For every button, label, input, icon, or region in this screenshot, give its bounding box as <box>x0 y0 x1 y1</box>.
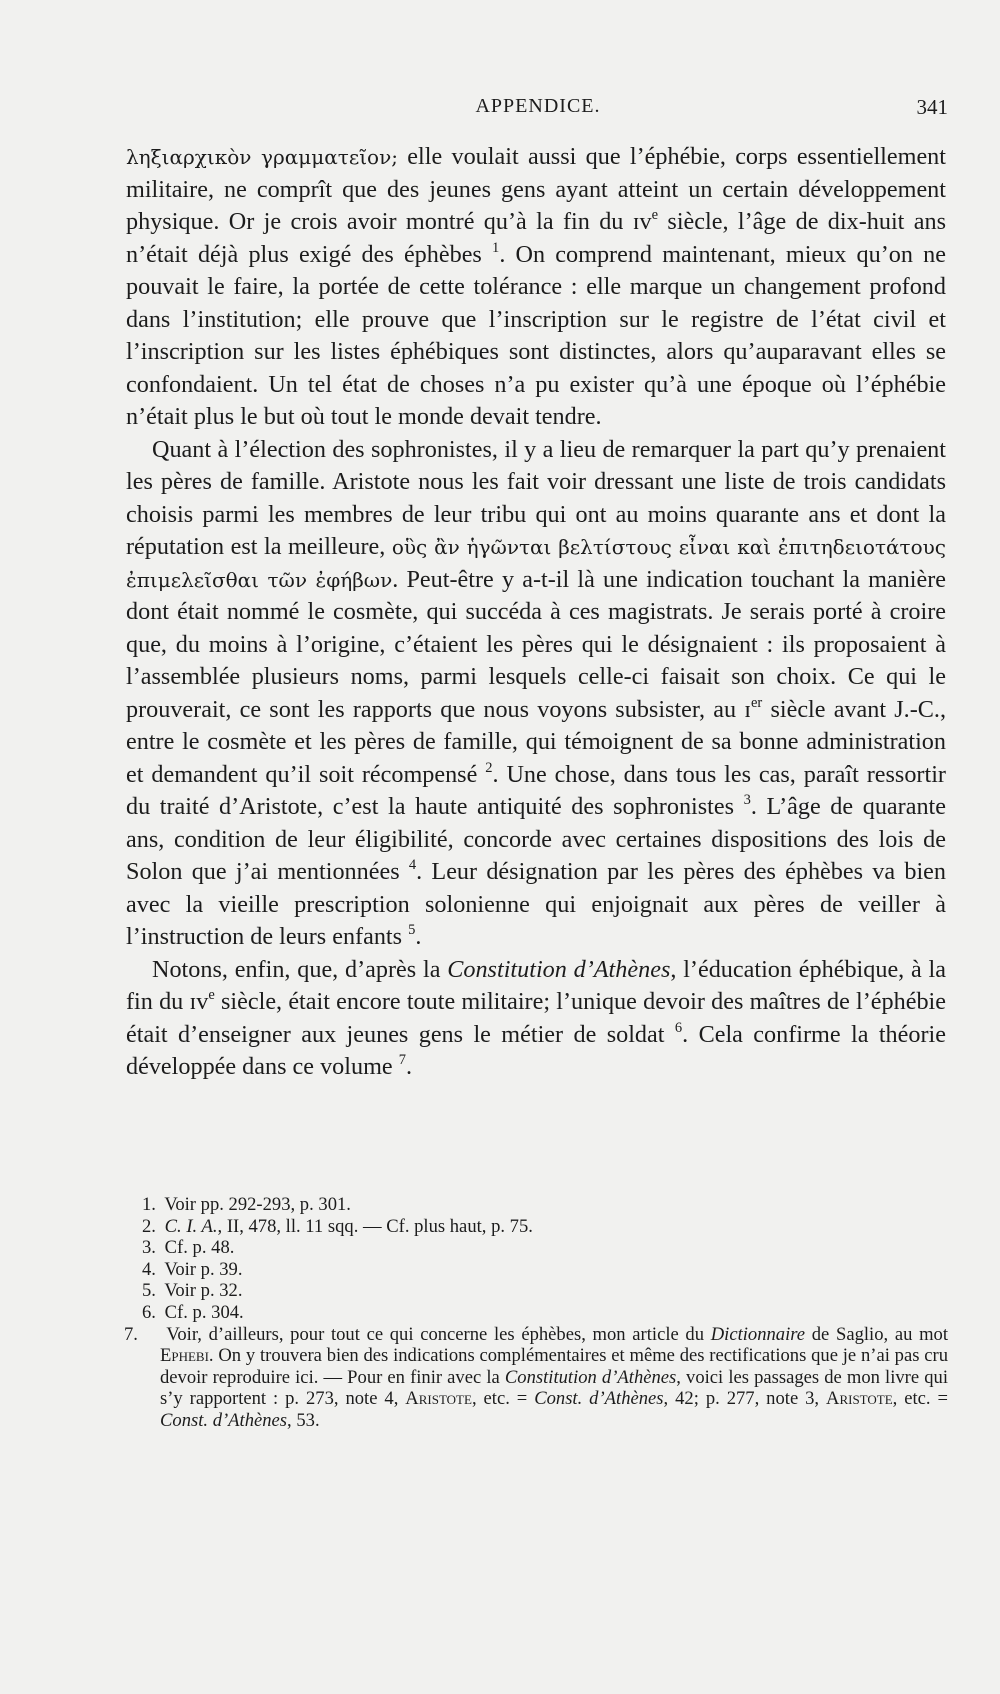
footnote <box>142 1216 948 1238</box>
main-text <box>126 141 946 1084</box>
footnote-number: 5. <box>142 1280 156 1302</box>
footnote-number: 6. <box>142 1301 156 1323</box>
footnote-text: , voici les passages de mon livre qui s’y rapportent : p. 273, note 4, <box>160 1366 948 1410</box>
superscript: er <box>750 694 763 711</box>
footnote <box>124 1323 949 1432</box>
footnote-ref: 4 <box>408 856 417 873</box>
roman-numeral: ɪ <box>744 695 751 723</box>
footnote-text: Voir pp. 292-293, p. 301. <box>164 1194 351 1215</box>
footnote-text: Voir p. 32. <box>164 1280 243 1302</box>
footnote <box>142 1259 948 1281</box>
text-run: siècle, l’âge de dix-huit ans n’était déjà plus exigé des éphèbes <box>126 208 946 268</box>
footnote-text: Cf. p. 304. <box>164 1301 244 1323</box>
text-run: Quant à l’élection des sophronistes, il y a lieu de remarquer la part qu’y prenaient les pères de famille. Aristote nous les fait voir dressant une liste de trois candidats choisis parmi les membres de leur tribu qui ont au moins quarante ans et dont la réputation est la meilleure, <box>126 435 946 560</box>
footnote-ref: 2 <box>485 759 493 776</box>
footnote-text: , etc. = <box>471 1388 535 1410</box>
footnote <box>142 1194 948 1216</box>
footnote <box>142 1280 948 1302</box>
text-run: . Leur désignation par les pères des éphèbes va bien avec la vieille prescription solonienne qui enjoignait aux pères de veiller à l’instruction de leurs enfants <box>126 858 946 950</box>
text-run: . <box>405 1053 412 1080</box>
footnote-number: 3. <box>142 1237 156 1259</box>
text-run: . L’âge de quarante ans, condition de leur éligibilité, concorde avec certaines dispositions des lois de Solon que j’ai mentionnées <box>126 793 946 885</box>
footnote-text: . On y trouvera bien des indications complémentaires et même des rectifications que je n’ai pas cru devoir reproduire ici. — Pour en finir avec la <box>160 1345 948 1388</box>
footnote <box>142 1237 948 1259</box>
footnote-italic: Dictionnaire <box>710 1323 806 1345</box>
paragraph <box>126 434 946 954</box>
footnote-ref: 3 <box>743 791 751 808</box>
footnote-ref: 5 <box>408 921 416 938</box>
footnote-number: 2. <box>142 1215 156 1237</box>
footnote-number: 4. <box>142 1258 156 1280</box>
footnote-text: , II, 478, ll. 11 sqq. — Cf. plus haut, p. 75. <box>217 1215 533 1237</box>
footnote-italic: Const. d’Athènes <box>534 1388 664 1410</box>
footnote-text: , etc. = <box>892 1388 948 1410</box>
footnote-italic: C. I. A. <box>164 1215 218 1237</box>
text-run: . Peut-être y a-t-il là une indication touchant la manière dont était nommé le cosmète, qui succéda à ces magistrats. Je serais porté à croire que, du moins à l’origine, c’étaient les pères qui le désignaient : ils proposaient à l’assemblée plusieurs noms, parmi lesquels celle-ci faisait son choix. Ce qui le prouverait, ce sont les rapports que nous voyons subsister, au <box>126 565 946 723</box>
text-run: siècle avant J.-C., entre le cosmète et les pères de famille, qui témoignent de sa bonne administration et demandent qu’il soit récompensé <box>126 695 946 788</box>
text-run: . Cela confirme la théorie développée dans ce volume <box>126 1020 946 1080</box>
running-head: APPENDICE. <box>475 95 601 117</box>
footnote-text: de Saglio, au mot <box>805 1323 949 1345</box>
text-run: . <box>415 923 422 950</box>
roman-numeral: ɪv <box>632 208 652 235</box>
page-header <box>128 95 948 125</box>
greek-phrase: ληξιαρχικὸν γραμματεῖον; <box>126 145 398 169</box>
footnote-text: Voir p. 39. <box>164 1258 243 1280</box>
footnote-number: 1. <box>142 1194 156 1215</box>
footnote-ref: 6 <box>674 1019 683 1036</box>
footnotes <box>124 1194 949 1432</box>
text-run: . Une chose, dans tous les cas, paraît ressortir du traité d’Aristote, c’est la haute antiquité des sophronistes <box>126 760 946 820</box>
page-number: 341 <box>916 95 948 119</box>
paragraph <box>126 141 946 434</box>
footnote-ref: 1 <box>492 239 500 256</box>
footnote-italic: Const. d’Athènes <box>160 1409 288 1431</box>
text-run: , l’éducation éphébique, à la fin du <box>126 955 946 1015</box>
footnote-italic: Constitution d’Athènes <box>504 1366 677 1388</box>
roman-numeral: ɪv <box>189 988 209 1015</box>
footnote-text: , 42; p. 277, note 3, <box>663 1388 827 1410</box>
footnote-text: Voir, d’ailleurs, pour tout ce qui concerne les éphèbes, mon article du <box>166 1323 711 1345</box>
footnote-ref: 7 <box>398 1051 406 1068</box>
italic-title: Constitution d’Athènes <box>447 955 671 983</box>
paragraph <box>126 954 946 1084</box>
footnote-number: 7. <box>124 1323 138 1345</box>
footnote-smallcaps: Ephebi <box>160 1345 209 1367</box>
superscript: e <box>208 986 215 1003</box>
text-run: elle voulait aussi que l’éphébie, corps essentiellement militaire, ne comprît que des jeunes gens ayant atteint un certain développement physique. Or je crois avoir montré qu’à la fin du <box>126 143 946 235</box>
footnote-text: Cf. p. 48. <box>164 1237 235 1259</box>
footnote-text: , 53. <box>287 1409 320 1431</box>
footnote-smallcaps: Aristote <box>405 1388 472 1410</box>
text-run: siècle, était encore toute militaire; l’unique devoir des maîtres de l’éphébie était d’enseigner aux jeunes gens le métier de soldat <box>126 988 947 1048</box>
text-run: Notons, enfin, que, d’après la <box>152 955 448 983</box>
superscript: e <box>651 206 659 223</box>
greek-quotation: οὓς ἂν ἡγῶνται βελτίστους εἶναι καὶ ἐπιτηδειοτάτους ἐπιμελεῖσθαι τῶν ἐφήβων <box>126 535 946 592</box>
text-run: . On comprend maintenant, mieux qu’on ne pouvait le faire, la portée de cette tolérance : elle marque un changement profond dans l’institution; elle prouve que l’inscription sur le registre de l’état civil et l’inscription sur les listes éphébiques sont distinctes, alors qu’auparavant elles se confondaient. Un tel état de choses n’a pu exister qu’à une époque où l’éphébie n’était plus le but où tout le monde devait tendre. <box>126 240 946 430</box>
footnote-smallcaps: Aristote <box>826 1388 893 1410</box>
footnote <box>142 1302 948 1324</box>
